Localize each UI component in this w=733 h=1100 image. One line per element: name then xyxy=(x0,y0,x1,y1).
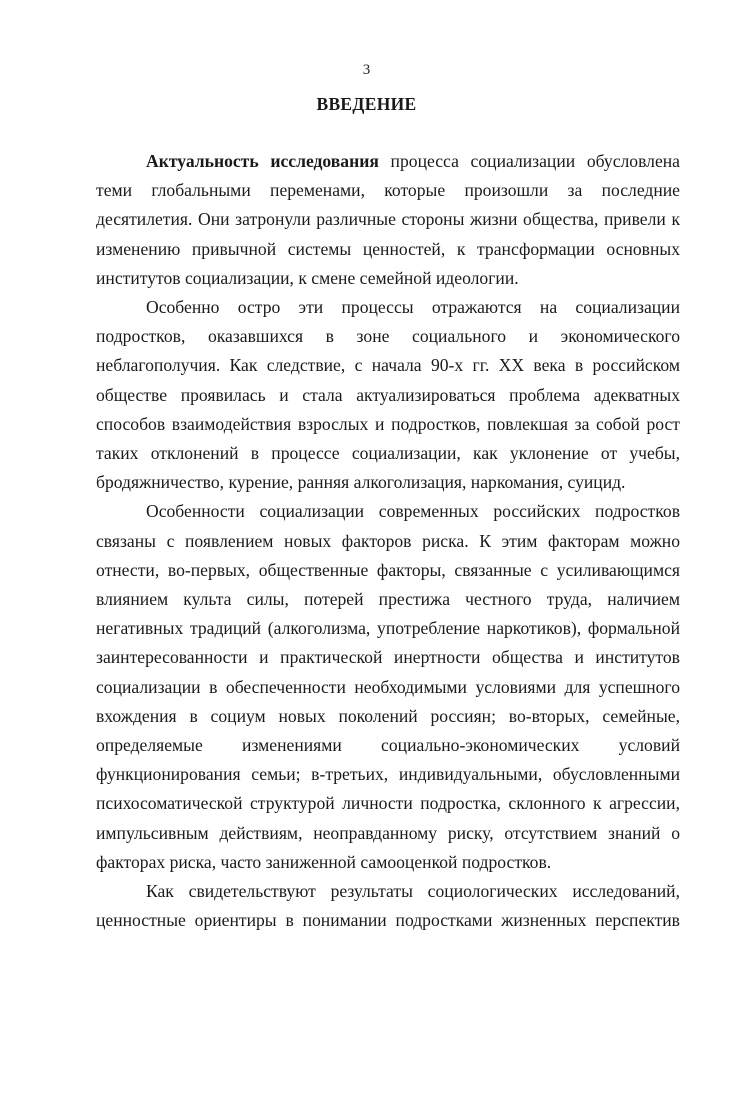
document-body xyxy=(96,147,680,935)
paragraph-text: Особенности социализации современных российских подростков связаны с появлением новых факторов риска. К этим факторам можно отнести, во-первых, общественные факторы, связанные с усиливающимся влиянием культа силы, потерей престижа честного труда, наличием негативных традиций (алкоголизма, употребление наркотиков), формальной заинтересованности и практической инертности общества и институтов социализации в обеспеченности необходимыми условиями для успешного вхождения в социум новых поколений россиян; во-вторых, семейные, определяемые изменениями социально-экономических условий функционирования семьи; в-третьих, индивидуальными, обусловленными психосоматической структурой личности подростка, склонного к агрессии, импульсивным действиям, неоправданному риску, отсутствием знаний о факторах риска, часто заниженной самооценкой подростков. xyxy=(96,501,680,872)
paragraph-risk-factors xyxy=(96,497,680,877)
paragraph-text: Особенно остро эти процессы отражаются на социализации подростков, оказавшихся в зоне социального и экономического неблагополучия. Как следствие, с начала 90-х гг. XX века в российском обществе проявилась и стала актуализироваться проблема адекватных способов взаимодействия взрослых и подростков, повлекшая за собой рост таких отклонений в процессе социализации, как уклонение от учебы, бродяжничество, курение, ранняя алкоголизация, наркомания, суицид. xyxy=(96,297,680,493)
paragraph-text: процесса социализации обусловлена теми глобальными переменами, которые произошли за последние десятилетия. Они затронули различные стороны жизни общества, привели к изменению привычной системы ценностей, к трансформации основных институтов социализации, к смене семейной идеологии. xyxy=(96,151,680,288)
paragraph-text: Как свидетельствуют результаты социологических исследований, ценностные ориентиры в понимании подростками жизненных перспектив xyxy=(96,881,680,931)
page-title: ВВЕДЕНИЕ xyxy=(316,94,417,114)
paragraph-research-results xyxy=(96,877,680,935)
paragraph-relevance xyxy=(96,147,680,293)
paragraph-lead-bold: Актуальность исследования xyxy=(146,151,379,171)
paragraph-adolescents xyxy=(96,293,680,497)
page-number: 3 xyxy=(362,62,371,78)
